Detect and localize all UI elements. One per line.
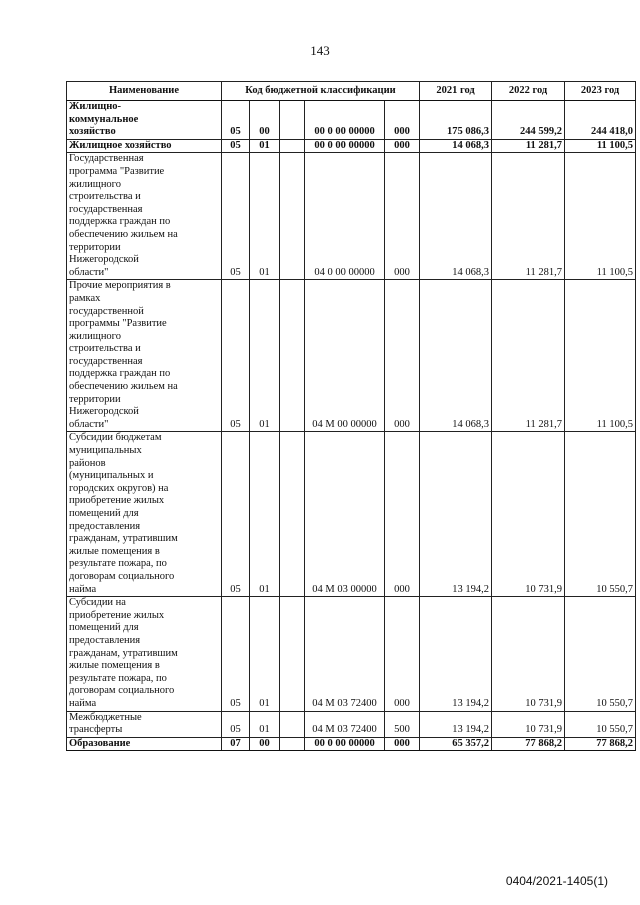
cell-2021: 14 068,3 bbox=[420, 280, 492, 432]
cell-name-line: области" bbox=[69, 418, 109, 430]
cell-name-line: Нижегородской bbox=[69, 254, 139, 266]
page-number: 143 bbox=[310, 43, 330, 58]
cell-subsection: 01 bbox=[250, 711, 280, 737]
cell-2022: 244 599,2 bbox=[492, 101, 565, 140]
cell-name-line: обеспечению жильем на bbox=[69, 228, 178, 240]
cell-name-line: Субсидии бюджетам bbox=[69, 432, 162, 444]
cell-subsection: 00 bbox=[250, 101, 280, 140]
cell-2021: 13 194,2 bbox=[420, 432, 492, 597]
cell-expense-type: 000 bbox=[385, 101, 420, 140]
cell-blank bbox=[280, 597, 305, 711]
cell-2022: 10 731,9 bbox=[492, 597, 565, 711]
cell-blank bbox=[280, 711, 305, 737]
cell-name-line: территории bbox=[69, 241, 121, 253]
cell-name-line: области" bbox=[69, 266, 109, 278]
cell-name-line: жилищного bbox=[69, 178, 121, 190]
cell-2022: 11 281,7 bbox=[492, 280, 565, 432]
cell-name-line: строительства и bbox=[69, 343, 141, 355]
cell-2022: 10 731,9 bbox=[492, 711, 565, 737]
cell-name-line: найма bbox=[69, 583, 97, 595]
cell-blank bbox=[280, 280, 305, 432]
cell-name-line: жилые помещения в bbox=[69, 545, 160, 557]
cell-section: 05 bbox=[222, 711, 250, 737]
cell-name-line: жилые помещения в bbox=[69, 660, 160, 672]
cell-expense-type: 000 bbox=[385, 139, 420, 153]
cell-name-line: Образование bbox=[69, 737, 131, 749]
table-row bbox=[67, 139, 636, 153]
cell-2023: 11 100,5 bbox=[565, 280, 636, 432]
cell-2022: 11 281,7 bbox=[492, 153, 565, 280]
cell-name-line: найма bbox=[69, 697, 97, 709]
cell-2023: 10 550,7 bbox=[565, 711, 636, 737]
table-row bbox=[67, 153, 636, 280]
cell-2021: 13 194,2 bbox=[420, 711, 492, 737]
cell-2023: 244 418,0 bbox=[565, 101, 636, 140]
cell-name-line: договорам социального bbox=[69, 685, 175, 697]
table-row bbox=[67, 737, 636, 751]
table-row bbox=[67, 432, 636, 597]
cell-section: 05 bbox=[222, 101, 250, 140]
cell-section: 07 bbox=[222, 737, 250, 751]
cell-name-line: жилищного bbox=[69, 330, 121, 342]
cell-subsection: 01 bbox=[250, 280, 280, 432]
cell-name bbox=[67, 101, 222, 140]
cell-name-line: помещений для bbox=[69, 508, 139, 519]
cell-2023: 11 100,5 bbox=[565, 153, 636, 280]
cell-name-line: Жилищно- bbox=[69, 101, 122, 112]
cell-blank bbox=[280, 101, 305, 140]
cell-expense-type: 500 bbox=[385, 711, 420, 737]
cell-name bbox=[67, 153, 222, 280]
cell-name-line: (муниципальных и bbox=[69, 470, 154, 482]
document-code: 0404/2021-1405(1) bbox=[505, 874, 608, 888]
cell-target-article: 04 М 03 00000 bbox=[305, 432, 385, 597]
cell-target-article: 04 М 03 72400 bbox=[305, 711, 385, 737]
cell-name bbox=[67, 737, 222, 751]
cell-name-line: муниципальных bbox=[69, 445, 142, 457]
table-row bbox=[67, 101, 636, 140]
cell-target-article: 00 0 00 00000 bbox=[305, 101, 385, 140]
header-2021: 2021 год bbox=[420, 82, 492, 101]
cell-blank bbox=[280, 139, 305, 153]
cell-subsection: 01 bbox=[250, 597, 280, 711]
cell-name bbox=[67, 711, 222, 737]
cell-name-line: Жилищное хозяйство bbox=[69, 139, 172, 151]
table-row bbox=[67, 280, 636, 432]
cell-name-line: рамках bbox=[69, 292, 101, 304]
cell-name bbox=[67, 280, 222, 432]
header-2023: 2023 год bbox=[565, 82, 636, 101]
cell-2021: 175 086,3 bbox=[420, 101, 492, 140]
cell-2023: 77 868,2 bbox=[565, 737, 636, 751]
cell-name-line: городских округов) на bbox=[69, 482, 169, 494]
cell-section: 05 bbox=[222, 153, 250, 280]
cell-name-line: трансферты bbox=[69, 724, 123, 736]
cell-blank bbox=[280, 432, 305, 597]
cell-name-line: хозяйство bbox=[69, 126, 116, 138]
table-row bbox=[67, 597, 636, 711]
cell-name-line: коммунальное bbox=[69, 113, 139, 125]
cell-name-line: программы "Развитие bbox=[69, 318, 167, 330]
cell-subsection: 01 bbox=[250, 139, 280, 153]
cell-expense-type: 000 bbox=[385, 280, 420, 432]
cell-2023: 11 100,5 bbox=[565, 139, 636, 153]
cell-name-line: гражданам, утратившим bbox=[69, 533, 178, 545]
cell-expense-type: 000 bbox=[385, 153, 420, 280]
cell-2022: 77 868,2 bbox=[492, 737, 565, 751]
cell-2021: 14 068,3 bbox=[420, 153, 492, 280]
cell-blank bbox=[280, 737, 305, 751]
cell-name-line: поддержка граждан по bbox=[69, 368, 171, 380]
cell-blank bbox=[280, 153, 305, 280]
cell-name-line: территории bbox=[69, 393, 121, 405]
cell-name-line: приобретение жилых bbox=[69, 495, 165, 507]
cell-name bbox=[67, 139, 222, 153]
cell-name-line: поддержка граждан по bbox=[69, 216, 171, 228]
cell-name-line: гражданам, утратившим bbox=[69, 647, 178, 659]
cell-2022: 11 281,7 bbox=[492, 139, 565, 153]
table-body bbox=[67, 101, 636, 751]
cell-expense-type: 000 bbox=[385, 737, 420, 751]
cell-expense-type: 000 bbox=[385, 432, 420, 597]
table-row bbox=[67, 711, 636, 737]
cell-subsection: 00 bbox=[250, 737, 280, 751]
cell-2021: 65 357,2 bbox=[420, 737, 492, 751]
cell-name-line: строительства и bbox=[69, 191, 141, 203]
cell-name-line: предоставления bbox=[69, 634, 141, 646]
cell-section: 05 bbox=[222, 139, 250, 153]
cell-section: 05 bbox=[222, 432, 250, 597]
cell-name-line: государственная bbox=[69, 203, 143, 215]
cell-name-line: районов bbox=[69, 457, 106, 469]
cell-name-line: государственная bbox=[69, 355, 143, 367]
cell-target-article: 00 0 00 00000 bbox=[305, 737, 385, 751]
cell-expense-type: 000 bbox=[385, 597, 420, 711]
cell-2022: 10 731,9 bbox=[492, 432, 565, 597]
cell-2021: 14 068,3 bbox=[420, 139, 492, 153]
cell-name-line: государственной bbox=[69, 305, 144, 317]
cell-name bbox=[67, 597, 222, 711]
cell-subsection: 01 bbox=[250, 432, 280, 597]
cell-name-line: Субсидии на bbox=[69, 597, 126, 609]
budget-table bbox=[66, 81, 636, 751]
cell-name-line: результате пожара, по bbox=[69, 672, 167, 684]
header-name: Наименование bbox=[67, 82, 222, 101]
cell-name-line: Межбюджетные bbox=[69, 711, 142, 723]
header-budget-code: Код бюджетной классификации bbox=[222, 82, 420, 101]
cell-name-line: Нижегородской bbox=[69, 406, 139, 418]
cell-target-article: 04 М 00 00000 bbox=[305, 280, 385, 432]
cell-name-line: результате пожара, по bbox=[69, 558, 167, 570]
cell-section: 05 bbox=[222, 280, 250, 432]
cell-name-line: договорам социального bbox=[69, 570, 175, 582]
cell-name-line: Прочие мероприятия в bbox=[69, 280, 171, 292]
cell-name-line: программа "Развитие bbox=[69, 165, 165, 177]
cell-section: 05 bbox=[222, 597, 250, 711]
table-header-row bbox=[67, 82, 636, 101]
header-2022: 2022 год bbox=[492, 82, 565, 101]
cell-name-line: предоставления bbox=[69, 520, 141, 532]
cell-target-article: 04 М 03 72400 bbox=[305, 597, 385, 711]
cell-2023: 10 550,7 bbox=[565, 597, 636, 711]
cell-name-line: приобретение жилых bbox=[69, 609, 165, 621]
cell-target-article: 00 0 00 00000 bbox=[305, 139, 385, 153]
cell-target-article: 04 0 00 00000 bbox=[305, 153, 385, 280]
cell-name-line: Государственная bbox=[69, 153, 144, 165]
cell-subsection: 01 bbox=[250, 153, 280, 280]
cell-name-line: помещений для bbox=[69, 622, 139, 634]
cell-2023: 10 550,7 bbox=[565, 432, 636, 597]
cell-name-line: обеспечению жильем на bbox=[69, 381, 178, 393]
cell-2021: 13 194,2 bbox=[420, 597, 492, 711]
cell-name bbox=[67, 432, 222, 597]
